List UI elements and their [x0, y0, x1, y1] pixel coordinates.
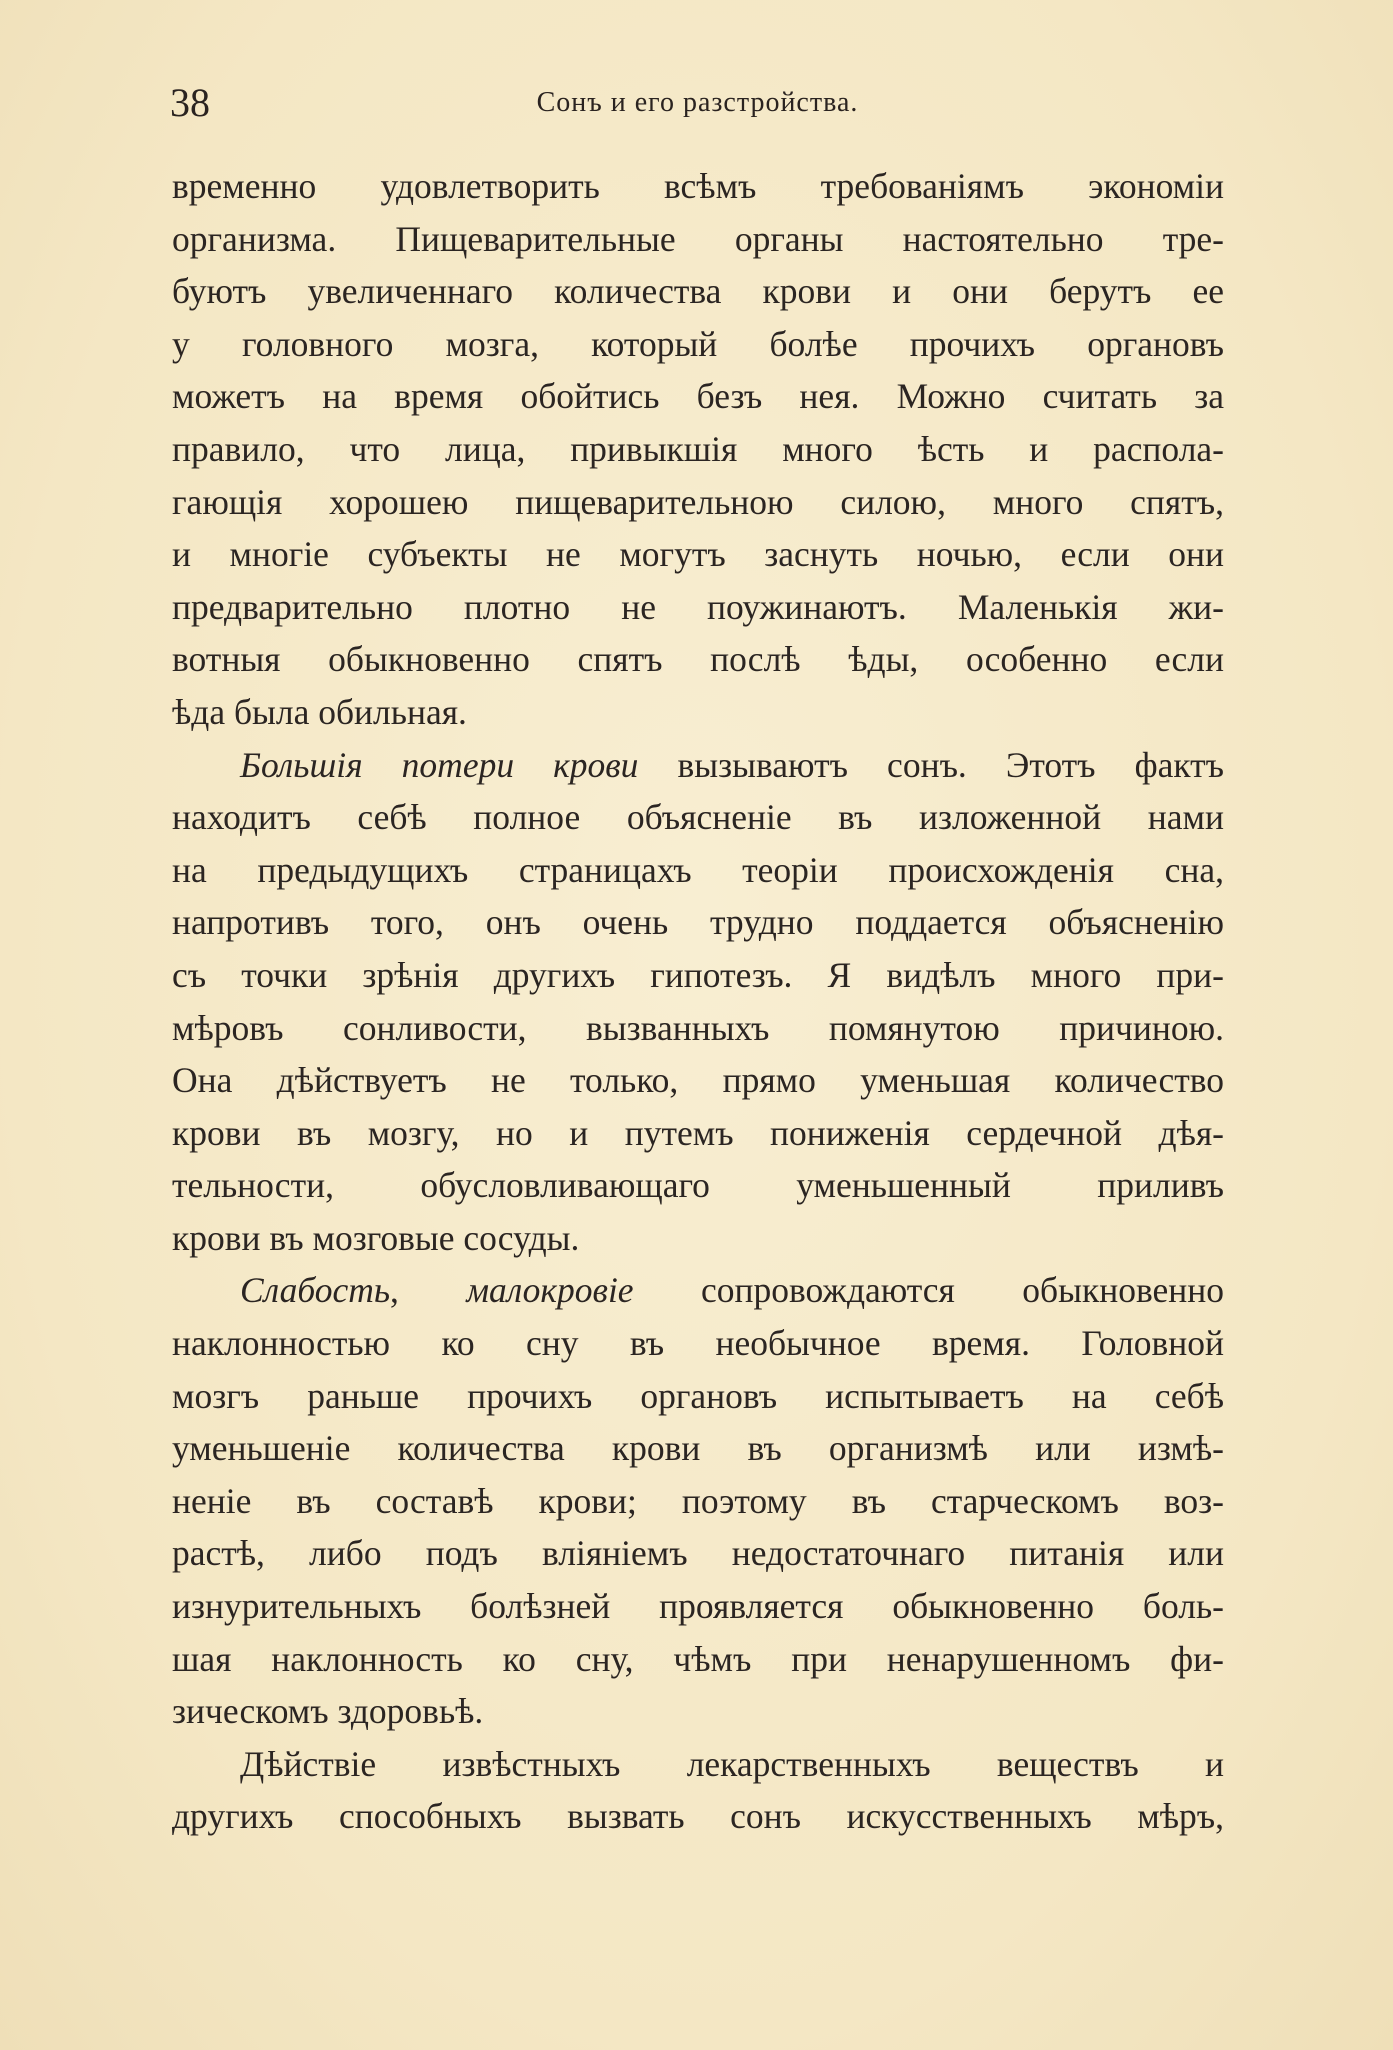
text-segment: тельности, обусловливающаго уменьшенный приливъ: [172, 1165, 1224, 1206]
text-line: [172, 528, 1224, 581]
text-segment: уменьшеніе количества крови въ организмѣ или измѣ-: [172, 1428, 1224, 1469]
text-line: [172, 1159, 1224, 1212]
body-text: [172, 160, 1224, 1843]
text-line: [172, 1370, 1224, 1423]
page-number: 38: [170, 80, 210, 125]
text-segment: на предыдущихъ страницахъ теоріи происхожденія сна,: [172, 849, 1224, 890]
text-segment: Дѣйствіе извѣстныхъ лекарственныхъ веществъ и: [240, 1743, 1224, 1784]
text-segment: растѣ, либо подъ вліяніемъ недостаточнаго питанія или: [172, 1533, 1224, 1574]
text-segment: съ точки зрѣнія другихъ гипотезъ. Я видѣлъ много при-: [172, 954, 1224, 995]
text-line: [172, 1475, 1224, 1528]
text-line: [172, 581, 1224, 634]
italic-phrase: Слабость: [240, 1270, 391, 1311]
text-line: [172, 1107, 1224, 1160]
paragraph: [172, 160, 1224, 739]
text-line: [172, 370, 1224, 423]
text-line: [172, 1317, 1224, 1370]
text-segment: буютъ увеличеннаго количества крови и они берутъ ее: [172, 271, 1224, 312]
paragraph: [172, 1264, 1224, 1737]
text-line: [172, 896, 1224, 949]
text-line: [172, 423, 1224, 476]
text-segment: вызываютъ сонъ. Этотъ фактъ: [638, 744, 1224, 785]
text-line: [172, 739, 1224, 792]
text-segment: ,: [390, 1270, 467, 1311]
text-line: [172, 1264, 1224, 1317]
text-line: [172, 791, 1224, 844]
text-segment: крови въ мозговые сосуды.: [172, 1217, 580, 1258]
text-segment: Она дѣйствуетъ не только, прямо уменьшая количество: [172, 1060, 1224, 1101]
text-segment: изнурительныхъ болѣзней проявляется обыкновенно боль-: [172, 1586, 1224, 1627]
text-segment: организма. Пищеварительные органы настоятельно тре-: [172, 218, 1224, 259]
text-line: [172, 1580, 1224, 1633]
text-line: [172, 1685, 1224, 1738]
text-segment: можетъ на время обойтись безъ нея. Можно считать за: [172, 376, 1224, 417]
text-line: [172, 1738, 1224, 1791]
text-segment: крови въ мозгу, но и путемъ пониженія сердечной дѣя-: [172, 1112, 1224, 1153]
text-line: [172, 1212, 1224, 1265]
text-line: [172, 318, 1224, 371]
text-segment: предварительно плотно не поужинаютъ. Маленькія жи-: [172, 586, 1224, 627]
text-line: [172, 1422, 1224, 1475]
text-line: [172, 1527, 1224, 1580]
text-line: [172, 1790, 1224, 1843]
text-line: [172, 213, 1224, 266]
text-segment: находитъ себѣ полное объясненіе въ изложенной нами: [172, 797, 1224, 838]
text-segment: шая наклонность ко сну, чѣмъ при ненарушенномъ фи-: [172, 1638, 1224, 1679]
text-segment: мѣровъ сонливости, вызванныхъ помянутою причиною.: [172, 1007, 1224, 1048]
text-segment: ѣда была обильная.: [172, 691, 467, 732]
italic-phrase: Большія потери крови: [240, 744, 639, 785]
paragraph: [172, 739, 1224, 1265]
text-segment: неніе въ составѣ крови; поэтому въ старческомъ воз-: [172, 1480, 1224, 1521]
text-segment: другихъ способныхъ вызвать сонъ искусственныхъ мѣръ,: [172, 1796, 1224, 1837]
text-line: [172, 686, 1224, 739]
text-line: [172, 476, 1224, 529]
text-segment: вотныя обыкновенно спятъ послѣ ѣды, особенно если: [172, 639, 1224, 680]
paragraph: [172, 1738, 1224, 1843]
text-segment: у головного мозга, который болѣе прочихъ органовъ: [172, 323, 1224, 364]
text-segment: наклонностью ко сну въ необычное время. Головной: [172, 1323, 1224, 1364]
text-segment: гающія хорошею пищеварительною силою, много спятъ,: [172, 481, 1224, 522]
text-line: [172, 1633, 1224, 1686]
text-segment: напротивъ того, онъ очень трудно поддается объясненію: [172, 902, 1224, 943]
text-line: [172, 1002, 1224, 1055]
text-line: [172, 265, 1224, 318]
italic-phrase: малокровіе: [466, 1270, 634, 1311]
text-line: [172, 844, 1224, 897]
page-header: [170, 78, 1225, 128]
text-segment: зическомъ здоровьѣ.: [172, 1691, 484, 1732]
text-line: [172, 160, 1224, 213]
text-segment: и многіе субъекты не могутъ заснуть ночью, если они: [172, 534, 1224, 575]
text-segment: правило, что лица, привыкшія много ѣсть и распола-: [172, 428, 1224, 469]
text-segment: мозгъ раньше прочихъ органовъ испытываетъ на себѣ: [172, 1375, 1224, 1416]
text-line: [172, 1054, 1224, 1107]
text-segment: временно удовлетворить всѣмъ требованіямъ экономіи: [172, 166, 1224, 206]
running-title: Сонъ и его разстройства.: [536, 87, 859, 118]
text-line: [172, 949, 1224, 1002]
text-line: [172, 633, 1224, 686]
text-segment: сопровождаются обыкновенно: [633, 1270, 1224, 1311]
